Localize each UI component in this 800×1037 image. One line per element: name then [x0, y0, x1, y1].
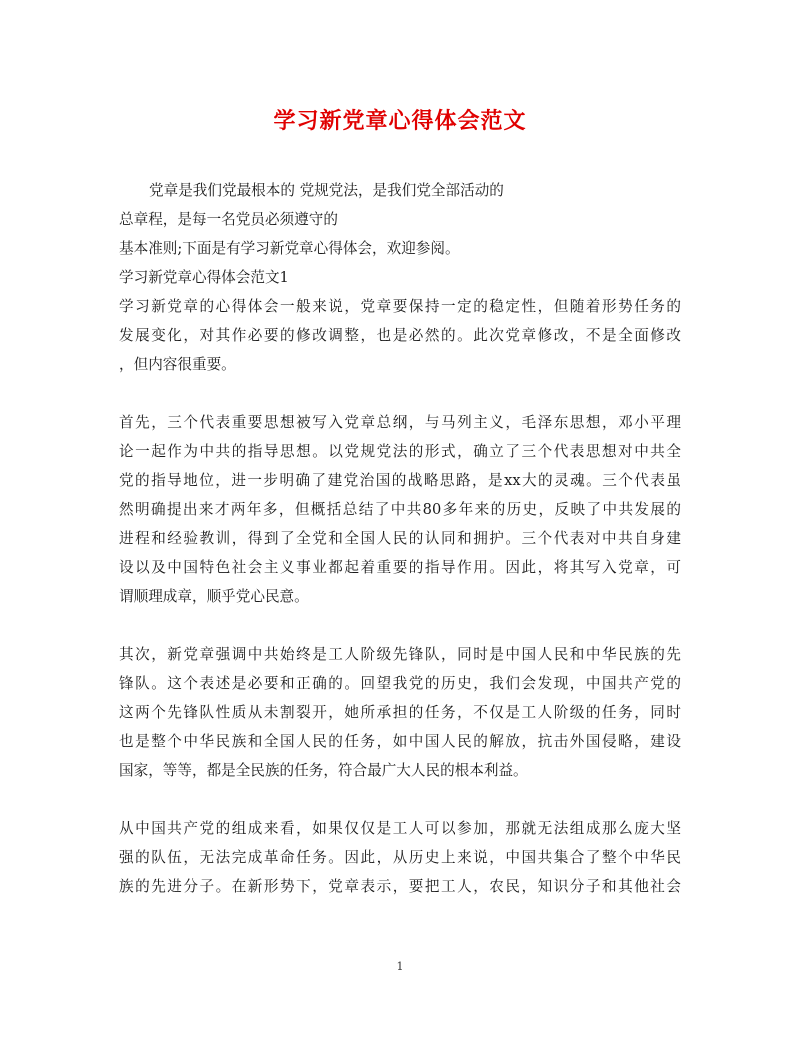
text-line: 论一起作为中共的指导思想。以党规党法的形式，确立了三个代表思想对中共全	[119, 443, 681, 460]
text-line: 其次，新党章强调中共始终是工人阶级先锋队，同时是中国人民和中华民族的先	[119, 646, 681, 663]
paragraph-gap	[119, 379, 681, 408]
paragraph-gap	[119, 785, 681, 814]
text-line: 首先，三个代表重要思想被写入党章总纲，与马列主义，毛泽东思想，邓小平理	[119, 414, 681, 431]
text-line: 然明确提出来才两年多，但概括总结了中共80多年来的历史，反映了中共发展的	[119, 501, 681, 518]
text-line: 这两个先锋队性质从未割裂开，她所承担的任务，不仅是工人阶级的任务，同时	[119, 704, 681, 721]
text-line: 也是整个中华民族和全国人民的任务，如中国人民的解放，抗击外国侵略，建设	[119, 733, 681, 750]
text-line: 总章程，是每一名党员必须遵守的	[119, 211, 338, 228]
text-line: 进程和经验教训，得到了全党和全国人民的认同和拥护。三个代表对中共自身建	[119, 530, 681, 547]
text-line: 族的先进分子。在新形势下，党章表示，要把工人，农民，知识分子和其他社会	[119, 878, 681, 895]
text-line: 谓顺理成章，顺乎党心民意。	[119, 588, 309, 605]
text-line: ，但内容很重要。	[119, 356, 236, 373]
text-line: 基本准则;下面是有学习新党章心得体会，欢迎参阅。	[119, 240, 460, 257]
text-line: 学习新党章心得体会范文1	[119, 269, 289, 286]
page-number: 1	[396, 960, 404, 973]
text-line: 发展变化，对其作必要的修改调整，也是必然的。此次党章修改，不是全面修改	[119, 327, 681, 344]
text-line: 国家，等等，都是全民族的任务，符合最广大人民的根本利益。	[119, 762, 528, 779]
document-body	[119, 176, 681, 901]
text-line: 强的队伍，无法完成革命任务。因此，从历史上来说，中国共集合了整个中华民	[119, 849, 681, 866]
document-title: 学习新党章心得体会范文	[273, 108, 527, 134]
text-line: 党章是我们党最根本的 党规党法，是我们党全部活动的	[149, 182, 504, 199]
paragraph-gap	[119, 611, 681, 640]
text-line: 党的指导地位，进一步明确了建党治国的战略思路，是xx大的灵魂。三个代表虽	[119, 472, 681, 489]
text-line: 锋队。这个表述是必要和正确的。回望我党的历史，我们会发现，中国共产党的	[119, 675, 681, 692]
text-line: 学习新党章的心得体会一般来说，党章要保持一定的稳定性，但随着形势任务的	[119, 298, 681, 315]
text-line: 设以及中国特色社会主义事业都起着重要的指导作用。因此，将其写入党章，可	[119, 559, 681, 576]
text-line: 从中国共产党的组成来看，如果仅仅是工人可以参加，那就无法组成那么庞大坚	[119, 820, 681, 837]
